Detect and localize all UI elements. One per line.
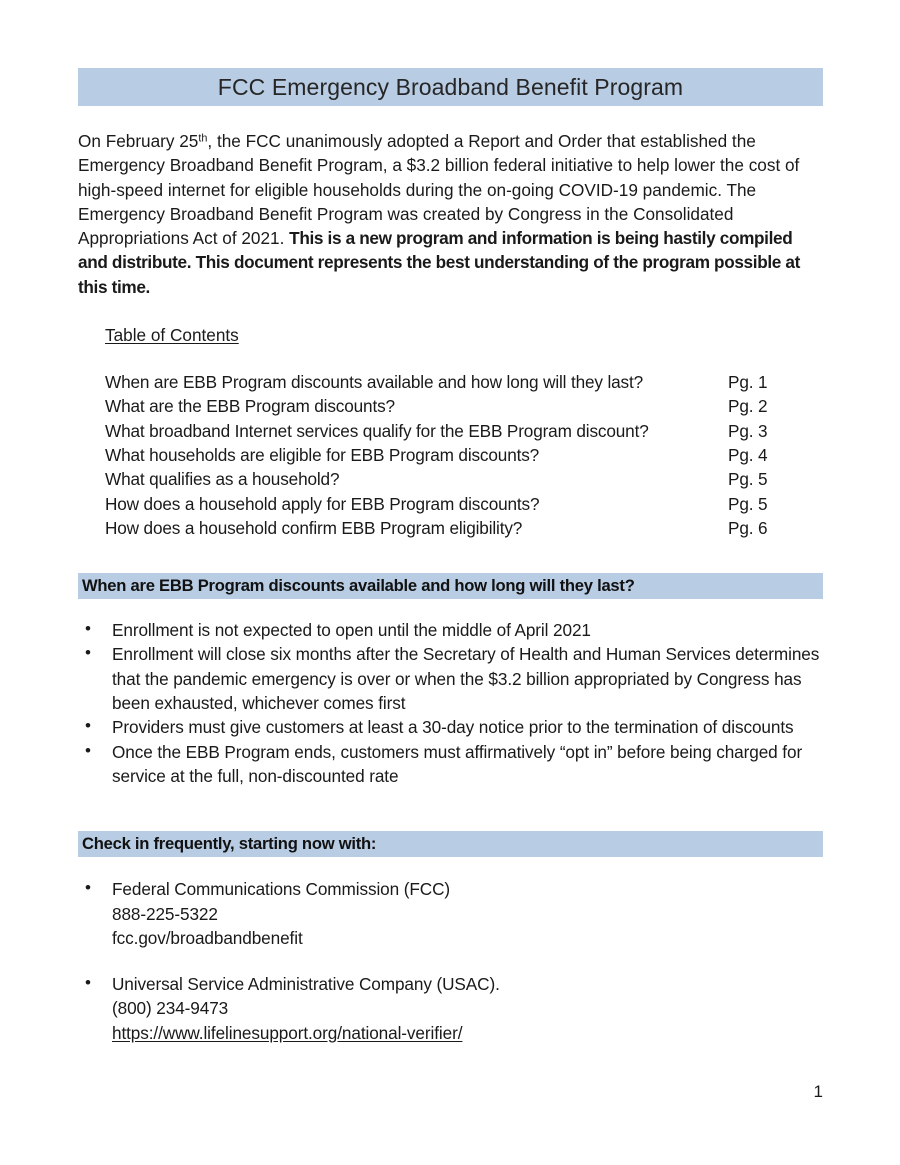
toc-heading: Table of Contents [105,325,239,346]
toc-entry-page: Pg. 6 [728,517,768,538]
toc-entry-page: Pg. 1 [728,372,768,393]
toc-entry[interactable] [105,370,823,394]
toc-entry-spacer [649,419,728,443]
toc-entry-label: How does a household apply for EBB Program discounts? [105,493,540,514]
toc-entry-spacer [522,516,728,540]
toc-entry-page: Pg. 5 [728,493,768,514]
toc-entry-label: What households are eligible for EBB Program discounts? [105,444,540,465]
section-heading-bar-discounts [78,573,823,599]
toc-entry-spacer [539,443,728,467]
toc-entry-label: How does a household confirm EBB Program eligibility? [105,517,523,538]
page-number: 1 [813,1082,823,1101]
toc-entry-spacer [643,370,728,394]
toc-entry-label: When are EBB Program discounts available and how long will they last? [105,372,644,393]
contact-link[interactable]: fcc.gov/broadbandbenefit [112,927,303,948]
toc-entry-page: Pg. 3 [728,420,768,441]
toc-entry-spacer [339,467,728,491]
toc-entry[interactable] [105,516,823,540]
intro-paragraph [78,129,823,299]
list-item: • Providers must give customers at least a 30-day notice prior to the termination of discounts [85,715,823,739]
toc-entry[interactable] [105,492,823,516]
contact-name: • Federal Communications Commission (FCC) [112,879,451,900]
contact-name: • Universal Service Administrative Company (USAC). [112,974,500,995]
toc-entry-label: What qualifies as a household? [105,469,340,490]
toc-entry[interactable] [105,394,823,418]
document-title-banner [78,68,823,106]
list-item: • Once the EBB Program ends, customers must affirmatively “opt in” before being charged for service at the full, non-discounted rate [85,740,823,789]
list-item: • Enrollment is not expected to open until the middle of April 2021 [85,618,823,642]
section-heading-label: When are EBB Program discounts available and how long will they last? [82,575,635,595]
toc-entry-spacer [395,394,728,418]
toc-entry-page: Pg. 5 [728,469,768,490]
intro-text-part1: On February 25 [78,131,199,151]
toc-entry-label: What broadband Internet services qualify for the EBB Program discount? [105,420,649,441]
section2-contact-list [78,877,823,1045]
section-heading-bar-check-in [78,831,823,857]
contact-phone: 888-225-5322 [112,903,218,924]
list-item: • Enrollment will close six months after the Secretary of Health and Human Services determines that the pandemic emergency is over or when the $3.2 billion appropriated by Congress has been exhausted, whichever comes first [85,642,823,715]
toc-entry[interactable] [105,467,823,491]
toc-entry-list [105,370,823,540]
ordinal-suffix: th [198,132,208,145]
list-item [85,877,823,950]
document-content [78,0,823,1045]
toc-entry-page: Pg. 4 [728,444,768,465]
toc-entry-label: What are the EBB Program discounts? [105,396,395,417]
table-of-contents [78,323,823,540]
toc-entry[interactable] [105,443,823,467]
toc-entry[interactable] [105,419,823,443]
section1-bullet-list [78,618,823,788]
toc-entry-spacer [539,492,728,516]
toc-entry-page: Pg. 2 [728,396,768,417]
intro-text-part3: This is a new program and information is being hastily compiled and distribute. This document represents the best understanding of the program possible at this time. [78,228,800,297]
section-heading-label: Check in frequently, starting now with: [82,833,377,853]
contact-phone: (800) 234-9473 [112,998,229,1019]
contact-link[interactable]: https://www.lifelinesupport.org/national-verifier/ [112,1022,463,1043]
page-title: FCC Emergency Broadband Benefit Program [217,73,684,100]
list-item [85,972,823,1045]
intro-text-part2: , the FCC unanimously adopted a Report and Order that established the Emergency Broadband Benefit Program, a $3.2 billion federal initiative to help lower the cost of high-speed internet for eligible households during the on-going COVID-19 pandemic. The Emergency Broadband Benefit Program was created by Congress in the Consolidated Appropriations Act of 2021. [78,131,800,249]
